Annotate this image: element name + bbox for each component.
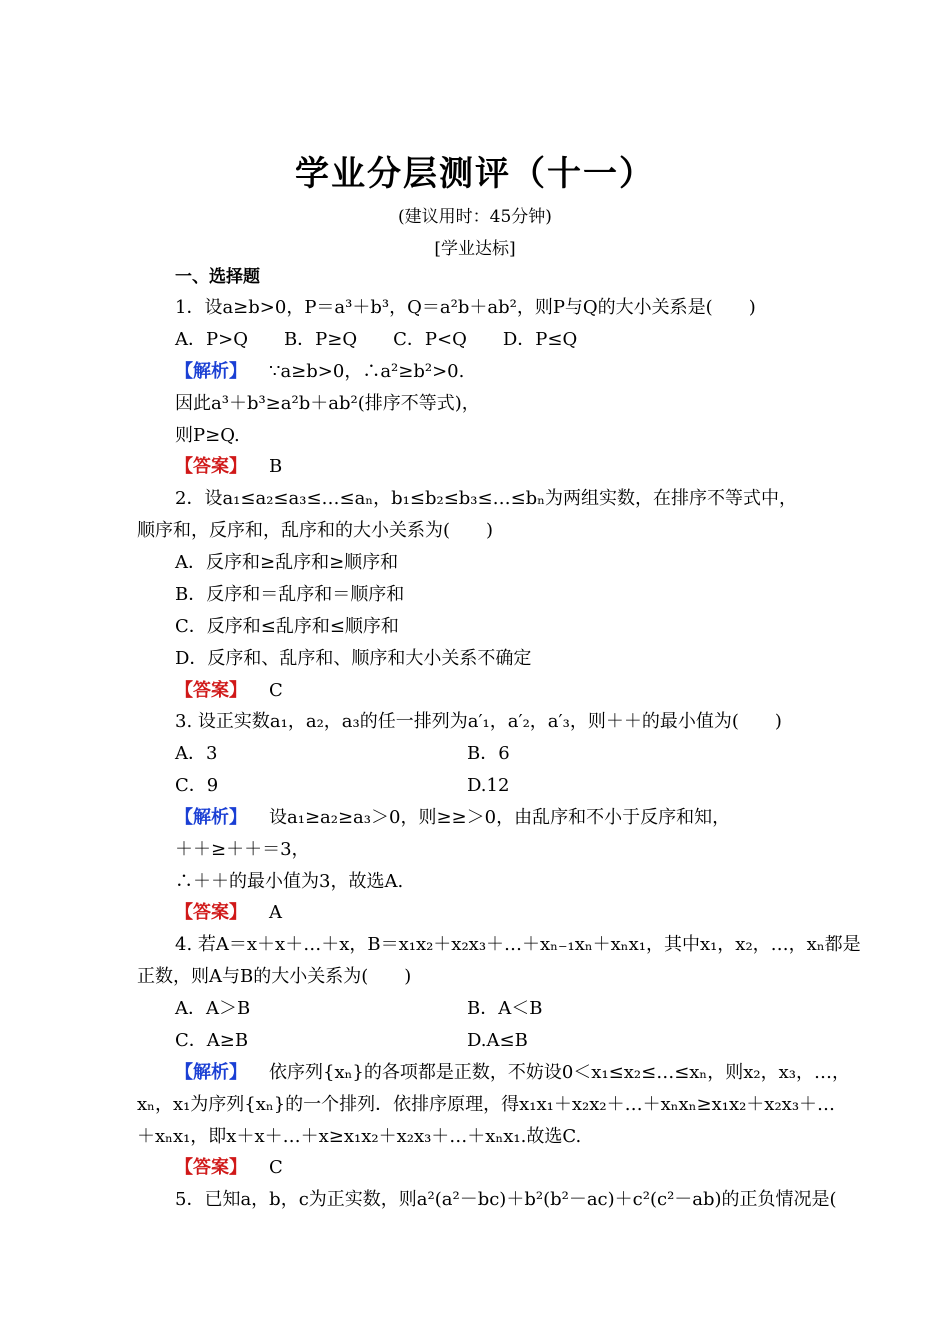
q4-answer: C	[269, 1157, 283, 1178]
q1-analysis-text-1: ∵a≥b>0，∴a²≥b²>0.	[269, 361, 465, 382]
q2-stem-line-1: 2．设a₁≤a₂≤a₃≤…≤aₙ，b₁≤b₂≤b₃≤…≤bₙ为两组实数，在排序不等式中，	[175, 488, 797, 509]
q3-answer: A	[269, 902, 282, 923]
q3-option-d: D.12	[467, 775, 510, 796]
analysis-label: 【解析】	[175, 361, 247, 382]
q3-analysis-line-2: ＋＋≥＋＋＝3，	[175, 839, 310, 860]
q3-analysis-text-1: 设a₁≥a₂≥a₃＞0，则≥≥＞0，由乱序和不小于反序和知，	[269, 807, 731, 828]
q3-analysis-line-1	[175, 806, 730, 830]
q3-option-b: B．6	[467, 743, 510, 764]
answer-label: 【答案】	[175, 680, 247, 701]
q4-analysis-text-1: 依序列{xₙ}的各项都是正数，不妨设0＜x₁≤x₂≤…≤xₙ，则x₂，x₃，…，	[269, 1062, 850, 1083]
q4-option-d: D.A≤B	[467, 1030, 528, 1051]
q2-option-c: C．反序和≤乱序和≤顺序和	[175, 616, 399, 637]
time-note: (建议用时：45分钟)	[398, 207, 552, 227]
q4-option-b: B．A＜B	[467, 998, 543, 1019]
q1-analysis-line-2: 因此a³＋b³≥a²b＋ab²(排序不等式)，	[175, 393, 480, 414]
q1-answer-line	[175, 455, 282, 479]
q3-option-a: A．3	[175, 743, 218, 764]
q4-stem-line-2: 正数，则A与B的大小关系为( )	[137, 966, 412, 987]
q1-analysis-line-1	[175, 360, 464, 384]
q1-analysis-line-3: 则P≥Q.	[175, 425, 240, 446]
q3-analysis-line-3: ∴＋＋的最小值为3，故选A.	[175, 871, 404, 892]
q3-answer-line	[175, 901, 282, 925]
level-label: [学业达标]	[434, 239, 516, 259]
answer-label: 【答案】	[175, 902, 247, 923]
page-title: 学业分层测评（十一）	[295, 154, 655, 194]
q2-option-b: B．反序和＝乱序和＝顺序和	[175, 584, 405, 605]
q4-answer-line	[175, 1156, 283, 1180]
q3-stem: 3. 设正实数a₁，a₂，a₃的任一排列为a′₁，a′₂，a′₃，则＋＋的最小值为( )	[175, 711, 782, 732]
q1-answer: B	[269, 456, 283, 477]
answer-label: 【答案】	[175, 1157, 247, 1178]
q1-stem: 1．设a≥b>0，P＝a³＋b³，Q＝a²b＋ab²，则P与Q的大小关系是( )	[175, 297, 756, 318]
q2-answer: C	[269, 680, 283, 701]
q4-stem-line-1: 4. 若A＝x＋x＋…＋x，B＝x₁x₂＋x₂x₃＋…＋xₙ₋₁xₙ＋xₙx₁，其中x₁，x₂，…，xₙ都是	[175, 934, 861, 955]
q2-stem-line-2: 顺序和，反序和，乱序和的大小关系为( )	[137, 520, 494, 541]
q1-options: A．P>Q B．P≥Q C．P<Q D．P≤Q	[175, 329, 578, 350]
analysis-label: 【解析】	[175, 1062, 247, 1083]
q3-option-c: C．9	[175, 775, 219, 796]
analysis-label: 【解析】	[175, 807, 247, 828]
q4-analysis-line-3: ＋xₙx₁，即x＋x＋…＋x≥x₁x₂＋x₂x₃＋…＋xₙx₁.故选C.	[137, 1126, 582, 1147]
q2-option-a: A．反序和≥乱序和≥顺序和	[175, 552, 399, 573]
q5-stem: 5．已知a，b，c为正实数，则a²(a²－bc)＋b²(b²－ac)＋c²(c²－ab)的正负情况是(	[175, 1189, 837, 1210]
q4-option-a: A．A＞B	[175, 998, 251, 1019]
answer-label: 【答案】	[175, 456, 247, 477]
section-heading: 一、选择题	[175, 267, 260, 287]
q4-analysis-line-2: xₙ，x₁为序列{xₙ}的一个排列．依排序原理，得x₁x₁＋x₂x₂＋…＋xₙxₙ≥x₁x₂＋x₂x₃＋…	[137, 1094, 836, 1115]
q4-option-c: C．A≥B	[175, 1030, 249, 1051]
q2-answer-line	[175, 679, 283, 703]
q4-analysis-line-1	[175, 1061, 850, 1085]
q2-option-d: D．反序和、乱序和、顺序和大小关系不确定	[175, 648, 532, 669]
